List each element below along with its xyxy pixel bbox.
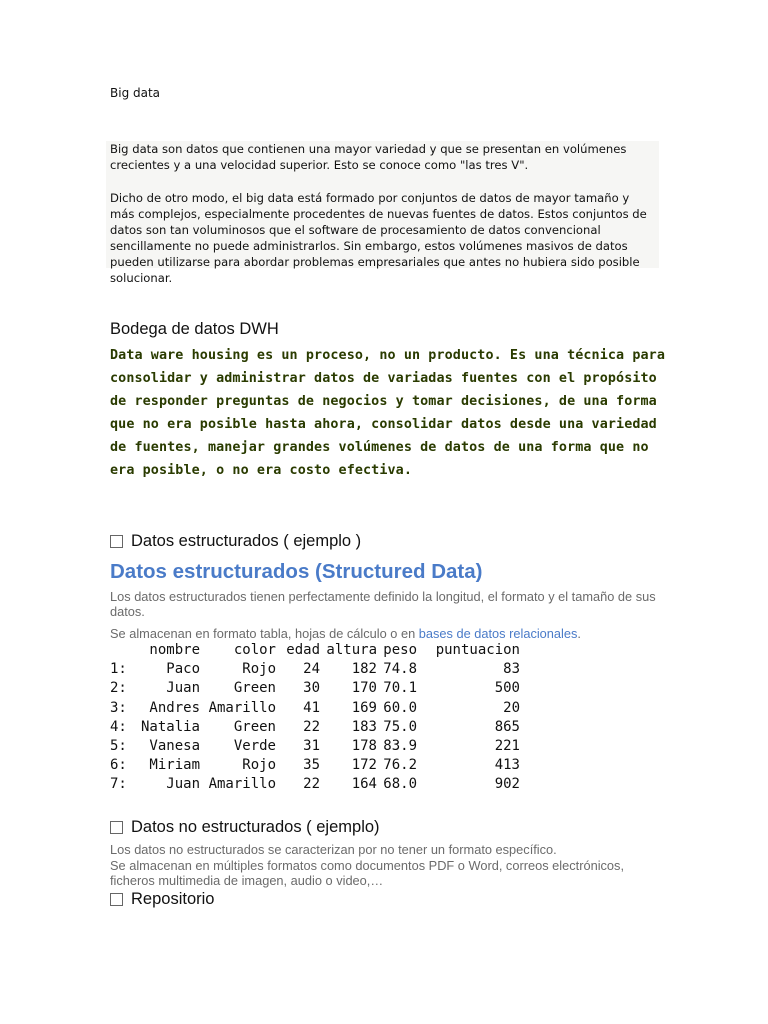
cell-edad: 22 [303, 776, 320, 793]
checkbox-icon[interactable] [110, 893, 123, 906]
dwh-description: Data ware housing es un proceso, no un producto. Es una técnica para consolidar y administrar datos de variadas fuentes con el propósito de responder preguntas de negocios y tomar decisiones, de una forma que no era posible hasta ahora, consolidar datos desde una variedad de fuentes, manejar grandes volúmenes de datos de una forma que no era posible, o no era costo efectiva. [110, 348, 666, 478]
header-puntuacion: puntuacion [435, 642, 520, 658]
structured-desc-2-prefix: Se almacenan en formato tabla, hojas de cálculo o en [110, 626, 419, 641]
cell-nombre: Paco [166, 661, 200, 678]
header-peso: peso [383, 642, 417, 658]
document-title: Big data [110, 86, 161, 100]
unstructured-data-heading-label: Datos no estructurados ( ejemplo) [131, 818, 380, 836]
table-header-row [110, 641, 520, 660]
cell-nombre: Juan [166, 776, 200, 793]
unstructured-data-heading [110, 818, 380, 837]
header-altura: altura [326, 642, 377, 658]
header-index [110, 641, 134, 660]
intro-paragraph-2: Dicho de otro modo, el big data está formado por conjuntos de datos de mayor tamaño y más complejos, especialmente procedentes de nuevas fuentes de datos. Estos conjuntos de datos son tan voluminosos que el software de procesamiento de datos convencional sencillamente no puede administrarlos. Sin embargo, estos volúmenes masivos de datos pueden utilizarse para abordar problemas empresariales que antes no hubiera sido posible solucionar. [110, 191, 647, 285]
cell-peso: 75.0 [383, 718, 417, 735]
cell-puntuacion: 500 [494, 680, 520, 697]
cell-index: 5: [110, 738, 127, 755]
cell-nombre: Juan [166, 680, 200, 697]
cell-puntuacion: 20 [503, 699, 520, 716]
cell-color: Amarillo [208, 699, 276, 716]
cell-color: Amarillo [208, 776, 276, 793]
cell-altura: 172 [351, 757, 377, 774]
header-color: color [233, 642, 276, 658]
cell-index: 3: [110, 699, 127, 716]
cell-index: 1: [110, 661, 127, 678]
intro-paragraph-1: Big data son datos que contienen una mayor variedad y que se presentan en volúmenes crecientes y a una velocidad superior. Esto se conoce como "las tres V". [110, 142, 627, 172]
cell-edad: 41 [303, 699, 320, 716]
unstructured-desc [110, 842, 670, 889]
cell-color: Green [233, 718, 276, 735]
cell-puntuacion: 83 [503, 661, 520, 678]
structured-desc-2-suffix: . [577, 626, 581, 641]
cell-altura: 178 [351, 738, 377, 755]
cell-edad: 31 [303, 738, 320, 755]
cell-edad: 35 [303, 757, 320, 774]
cell-peso: 83.9 [383, 738, 417, 755]
cell-index: 7: [110, 776, 127, 793]
cell-nombre: Miriam [149, 757, 200, 774]
cell-puntuacion: 865 [494, 718, 520, 735]
table-body [110, 660, 520, 794]
cell-edad: 30 [303, 680, 320, 697]
header-nombre: nombre [149, 642, 200, 658]
structured-desc-1: Los datos estructurados tienen perfectamente definido la longitud, el formato y el tamaño de sus datos. [110, 589, 656, 619]
cell-color: Verde [233, 738, 276, 755]
cell-index: 2: [110, 680, 127, 697]
repository-heading [110, 890, 214, 909]
cell-nombre: Vanesa [149, 738, 200, 755]
structured-data-heading-label: Datos estructurados ( ejemplo ) [131, 532, 362, 550]
cell-peso: 74.8 [383, 661, 417, 678]
table-row [110, 775, 520, 794]
dwh-heading: Bodega de datos DWH [110, 320, 279, 338]
table-row [110, 756, 520, 775]
cell-edad: 24 [303, 661, 320, 678]
table-row [110, 718, 520, 737]
cell-puntuacion: 902 [494, 776, 520, 793]
header-edad: edad [286, 642, 320, 658]
cell-color: Rojo [242, 661, 276, 678]
cell-altura: 182 [351, 661, 377, 678]
cell-altura: 169 [351, 699, 377, 716]
checkbox-icon[interactable] [110, 535, 123, 548]
cell-peso: 60.0 [383, 699, 417, 716]
cell-altura: 164 [351, 776, 377, 793]
repository-heading-label: Repositorio [131, 890, 215, 908]
cell-color: Green [233, 680, 276, 697]
cell-edad: 22 [303, 718, 320, 735]
cell-nombre: Andres [149, 699, 200, 716]
unstructured-desc-line-2: Se almacenan en múltiples formatos como documentos PDF o Word, correos electrónicos, ficheros multimedia de imagen, audio o video,… [110, 857, 624, 888]
unstructured-desc-line-1: Los datos no estructurados se caracterizan por no tener un formato específico. [110, 842, 557, 857]
cell-puntuacion: 221 [494, 738, 520, 755]
table-row [110, 737, 520, 756]
cell-peso: 76.2 [383, 757, 417, 774]
cell-index: 6: [110, 757, 127, 774]
table-row [110, 660, 520, 679]
cell-color: Rojo [242, 757, 276, 774]
structured-data-table [110, 641, 520, 795]
structured-desc-2 [110, 626, 670, 641]
checkbox-icon[interactable] [110, 821, 123, 834]
cell-puntuacion: 413 [494, 757, 520, 774]
cell-peso: 68.0 [383, 776, 417, 793]
cell-index: 4: [110, 718, 127, 735]
table-row [110, 679, 520, 698]
cell-peso: 70.1 [383, 680, 417, 697]
cell-altura: 170 [351, 680, 377, 697]
structured-data-heading [110, 532, 361, 551]
cell-altura: 183 [351, 718, 377, 735]
structured-data-title: Datos estructurados (Structured Data) [110, 560, 483, 583]
cell-nombre: Natalia [140, 718, 200, 735]
relational-databases-link[interactable]: bases de datos relacionales [418, 626, 578, 641]
table-row [110, 699, 520, 718]
